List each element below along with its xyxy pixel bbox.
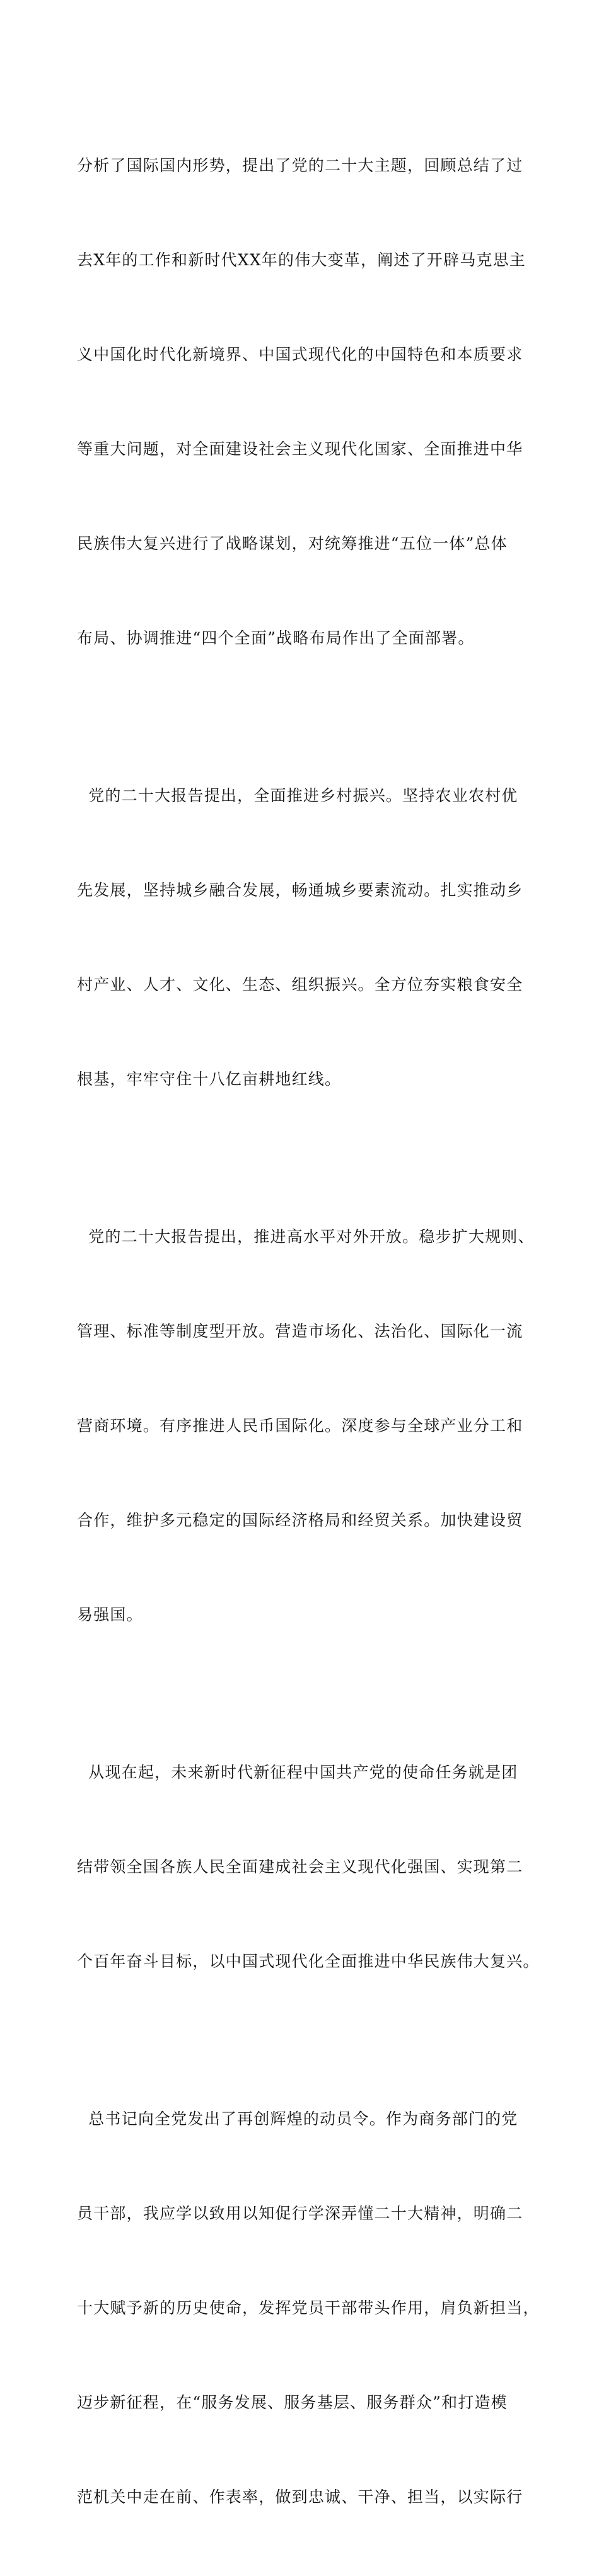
text-line: 等重大问题，对全面建设社会主义现代化国家、全面推进中华 — [77, 440, 523, 458]
paragraph-3 — [77, 1158, 535, 1694]
text-line: 党的二十大报告提出，推进高水平对外开放。稳步扩大规则、 — [77, 1228, 535, 1246]
text-line: 先发展，坚持城乡融合发展，畅通城乡要素流动。扎实推动乡 — [77, 881, 523, 899]
text-line: 义中国化时代化新境界、中国式现代化的中国特色和本质要求 — [77, 345, 523, 364]
text-line: 范机关中走在前、作表率，做到忠诚、干净、担当，以实际行 — [77, 2488, 523, 2506]
paragraph-2 — [77, 717, 526, 1158]
text-line: 员干部，我应学以致用以知促行学深弄懂二十大精神，明确二 — [77, 2204, 523, 2222]
paragraph-5 — [77, 2040, 540, 2576]
text-line: 个百年奋斗目标，以中国式现代化全面推进中华民族伟大复兴。 — [77, 1952, 540, 1970]
text-line: 分析了国际国内形势，提出了党的二十大主题，回顾总结了过 — [77, 156, 523, 175]
text-line: 根基，牢牢守住十八亿亩耕地红线。 — [77, 1070, 342, 1088]
text-line: 从现在起，未来新时代新征程中国共产党的使命任务就是团 — [77, 1763, 518, 1781]
text-line: 管理、标准等制度型开放。营造市场化、法治化、国际化一流 — [77, 1322, 523, 1340]
text-line: 迈步新征程，在“服务发展、服务基层、服务群众”和打造模 — [77, 2393, 508, 2412]
document-body — [77, 87, 540, 2576]
text-line: 党的二十大报告提出，全面推进乡村振兴。坚持农业农村优 — [77, 786, 518, 805]
text-line: 总书记向全党发出了再创辉煌的动员令。作为商务部门的党 — [77, 2110, 518, 2128]
paragraph-1 — [77, 87, 526, 717]
text-line: 合作，维护多元稳定的国际经济格局和经贸关系。加快建设贸 — [77, 1511, 523, 1529]
text-line: 民族伟大复兴进行了战略谋划，对统筹推进“五位一体”总体 — [77, 534, 508, 553]
text-line: 结带领全国各族人民全面建成社会主义现代化强国、实现第二 — [77, 1858, 523, 1876]
text-line: 村产业、人才、文化、生态、组织振兴。全方位夯实粮食安全 — [77, 975, 523, 994]
paragraph-4 — [77, 1694, 540, 2040]
text-line: 布局、协调推进“四个全面”战略布局作出了全面部署。 — [77, 629, 475, 647]
text-line: 去X年的工作和新时代XX年的伟大变革，阐述了开辟马克思主 — [77, 251, 526, 269]
text-line: 营商环境。有序推进人民币国际化。深度参与全球产业分工和 — [77, 1417, 523, 1435]
text-line: 十大赋予新的历史使命，发挥党员干部带头作用，肩负新担当， — [77, 2299, 540, 2317]
text-line: 易强国。 — [77, 1606, 143, 1624]
